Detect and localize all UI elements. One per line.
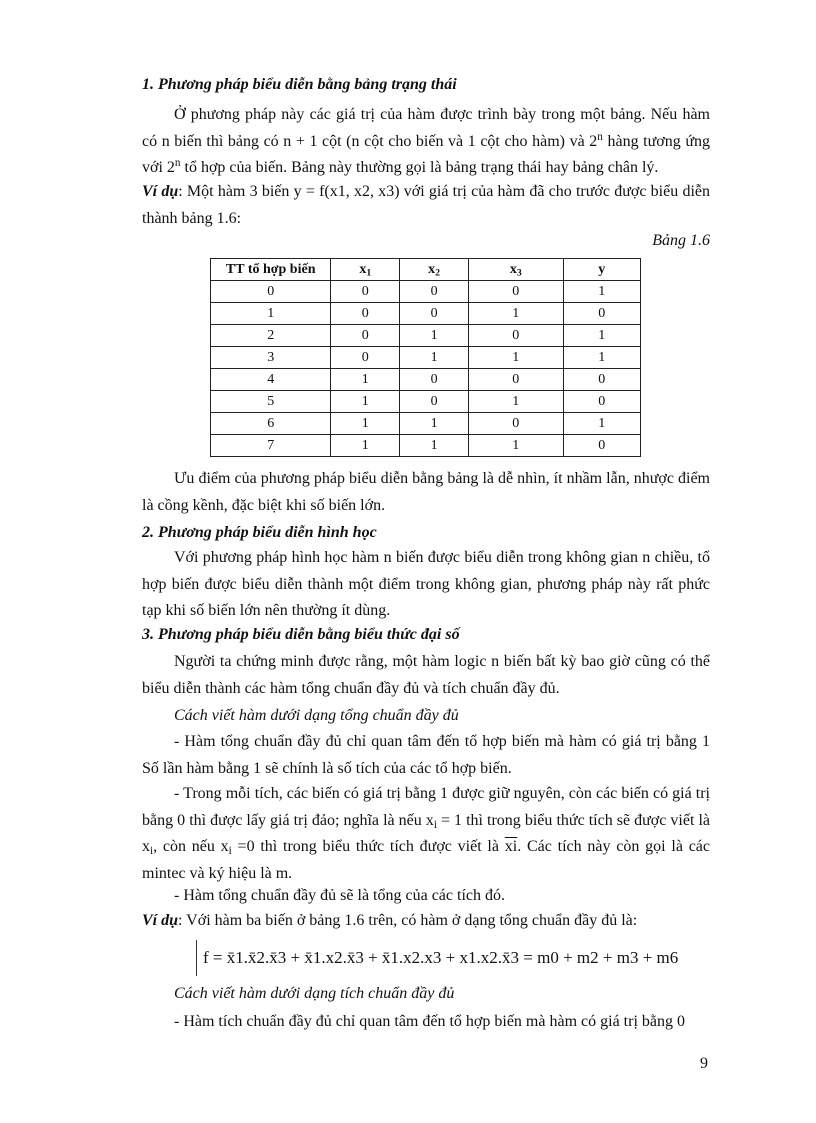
advantage-paragraph: Ưu điểm của phương pháp biểu diễn bằng bảng là dễ nhìn, ít nhầm lẫn, nhược điểm là cồng kềnh, đặc biệt khi số biến lớn. xyxy=(142,470,710,514)
table-cell: 1 xyxy=(400,325,469,347)
sum-formula: f = x̄1.x̄2.x̄3 + x̄1.x2.x̄3 + x̄1.x2.x3 + x1.x2.x̄3 = m0 + m2 + m3 + m6 xyxy=(196,940,678,976)
table-cell: 0 xyxy=(563,303,640,325)
table-cell: 5 xyxy=(211,391,331,413)
truth-table xyxy=(210,258,641,457)
section1-paragraph: Ở phương pháp này các giá trị của hàm được trình bày trong một bảng. Nếu hàm có n biến thì bảng có n + 1 cột (n cột cho biến và 1 cột cho hàm) và 2$^n$ hàng tương ứng với 2$^n$ tổ hợp của biến. Bảng này thường gọi là bảng trạng thái hay bảng chân lý. xyxy=(142,106,711,176)
table-cell: 1 xyxy=(468,303,563,325)
product-form-heading: Cách viết hàm dưới dạng tích chuẩn đầy đủ xyxy=(174,985,455,1002)
bullet-1: - Hàm tổng chuẩn đầy đủ chỉ quan tâm đến tổ hợp biến mà hàm có giá trị bằng 1 Số lần hàm bằng 1 sẽ chính là số tích của các tổ hợp biến. xyxy=(142,733,710,777)
bullet-4: - Hàm tích chuẩn đầy đủ chỉ quan tâm đến tổ hợp biến mà hàm có giá trị bằng 0 xyxy=(174,1013,685,1030)
table-row xyxy=(211,435,641,457)
table-cell: 2 xyxy=(211,325,331,347)
table-cell: 1 xyxy=(331,435,400,457)
table-cell: 1 xyxy=(331,413,400,435)
table-cell: 0 xyxy=(400,303,469,325)
table-cell: 0 xyxy=(331,325,400,347)
header-x1: $x_1$ xyxy=(331,259,400,281)
header-x2: $x_2$ xyxy=(400,259,469,281)
section1-title: 1. Phương pháp biểu diễn bằng bảng trạng thái xyxy=(142,76,457,93)
table-cell: 1 xyxy=(468,435,563,457)
table-cell: 1 xyxy=(468,347,563,369)
table-cell: 0 xyxy=(468,281,563,303)
header-y: y xyxy=(563,259,640,281)
table-row xyxy=(211,347,641,369)
header-x3: $x_3$ xyxy=(468,259,563,281)
bullet-2: - Trong mỗi tích, các biến có giá trị bằng 1 được giữ nguyên, còn các biến có giá trị bằng 0 thì được lấy giá trị đảo; nghĩa là nếu $x_i = 1$ thì trong biểu thức tích sẽ được viết là $x_i$, còn nếu $x_i =0$ thì trong biểu thức tích được viết là $\overline{xi}$. Các tích này còn gọi là các mintec và ký hiệu là m. xyxy=(142,785,711,882)
section3-title: 3. Phương pháp biểu diễn bằng biểu thức đại số xyxy=(142,626,460,643)
section2-paragraph: Với phương pháp hình học hàm n biến được biểu diễn trong không gian n chiều, tổ hợp biến được biểu diễn thành một điểm trong không gian, phương pháp này rất phức tạp khi số biến lớn nên thường ít dùng. xyxy=(142,549,710,619)
table-cell: 0 xyxy=(468,369,563,391)
table-cell: 3 xyxy=(211,347,331,369)
table-cell: 1 xyxy=(468,391,563,413)
table-caption: Bảng 1.6 xyxy=(652,232,710,249)
table-cell: 0 xyxy=(400,369,469,391)
table-cell: 1 xyxy=(563,413,640,435)
example-paragraph: Ví dụ: Một hàm 3 biến y = f(x1, x2, x3) với giá trị của hàm đã cho trước được biểu diễn thành bảng 1.6: xyxy=(142,183,710,227)
negated-xi: $\overline{xi}$ xyxy=(504,838,518,855)
table-cell: 0 xyxy=(331,347,400,369)
table-cell: 0 xyxy=(331,281,400,303)
table-cell: 0 xyxy=(468,325,563,347)
table-row xyxy=(211,303,641,325)
table-cell: 1 xyxy=(400,435,469,457)
table-cell: 0 xyxy=(563,369,640,391)
table-cell: 0 xyxy=(468,413,563,435)
table-cell: 4 xyxy=(211,369,331,391)
table-row xyxy=(211,325,641,347)
table-cell: 1 xyxy=(400,413,469,435)
sum-form-heading: Cách viết hàm dưới dạng tổng chuẩn đầy đủ xyxy=(174,707,459,724)
bullet-3: - Hàm tổng chuẩn đầy đủ sẽ là tổng của các tích đó. xyxy=(174,887,505,904)
section3-intro: Người ta chứng minh được rằng, một hàm logic n biến bất kỳ bao giờ cũng có thể biểu diễn thành các hàm tổng chuẩn đầy đủ và tích chuẩn đầy đủ. xyxy=(142,653,710,697)
table-row xyxy=(211,413,641,435)
table-header-row xyxy=(211,259,641,281)
table-cell: 0 xyxy=(211,281,331,303)
section2-title: 2. Phương pháp biểu diễn hình học xyxy=(142,524,377,541)
table-row xyxy=(211,281,641,303)
table-cell: 1 xyxy=(400,347,469,369)
table-cell: 6 xyxy=(211,413,331,435)
page-number: 9 xyxy=(700,1055,708,1072)
table-cell: 1 xyxy=(563,325,640,347)
table-cell: 0 xyxy=(331,303,400,325)
header-combination: TT tổ hợp biến xyxy=(211,259,331,281)
table-cell: 1 xyxy=(331,369,400,391)
table-cell: 0 xyxy=(400,281,469,303)
table-cell: 7 xyxy=(211,435,331,457)
table-cell: 1 xyxy=(331,391,400,413)
table-cell: 0 xyxy=(563,391,640,413)
table-cell: 0 xyxy=(400,391,469,413)
table-cell: 1 xyxy=(211,303,331,325)
table-row xyxy=(211,369,641,391)
example2-paragraph: Ví dụ: Với hàm ba biến ở bảng 1.6 trên, có hàm ở dạng tổng chuẩn đầy đủ là: xyxy=(142,912,638,929)
table-row xyxy=(211,391,641,413)
table-cell: 0 xyxy=(563,435,640,457)
table-cell: 1 xyxy=(563,281,640,303)
table-cell: 1 xyxy=(563,347,640,369)
